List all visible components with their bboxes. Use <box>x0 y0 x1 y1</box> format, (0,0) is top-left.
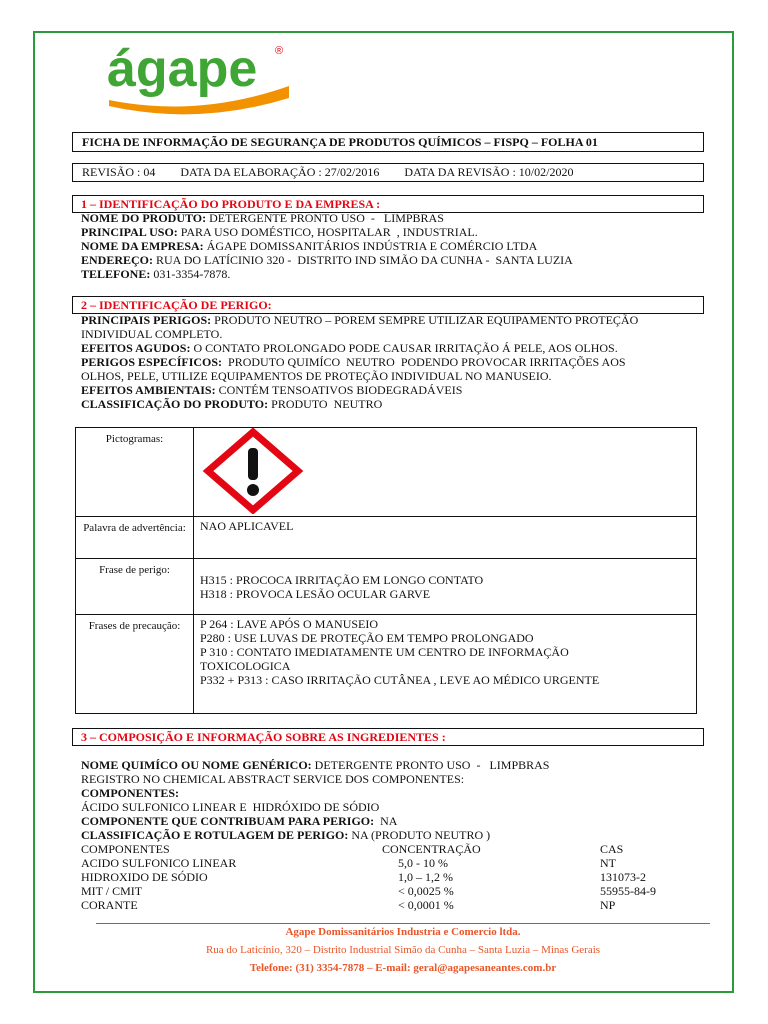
frases-perigo-cell <box>194 559 697 615</box>
nome-quimico-line: NOME QUIMÍCO OU NOME GENÉRICO: DETERGENTE PRONTO USO - LIMPBRAS <box>81 758 550 772</box>
revision-number: REVISÃO : 04 <box>82 165 156 179</box>
field-line: EFEITOS AMBIENTAIS: CONTÉM TENSOATIVOS BIODEGRADÁVEIS <box>81 383 463 397</box>
section-2-title: 2 – IDENTIFICAÇÃO DE PERIGO: <box>72 296 704 314</box>
footer-address: Rua do Laticínio, 320 – Distrito Industrial Simão da Cunha – Santa Luzia – Minas Gerais <box>205 944 601 956</box>
field-line: INDIVIDUAL COMPLETO. <box>81 327 223 341</box>
registro-line: REGISTRO NO CHEMICAL ABSTRACT SERVICE DOS COMPONENTES: <box>81 772 465 786</box>
footer-contact: Telefone: (31) 3354-7878 – E-mail: geral@agapesaneantes.com.br <box>249 962 557 974</box>
section-3-title: 3 – COMPOSIÇÃO E INFORMAÇÃO SOBRE AS INGREDIENTES : <box>72 728 704 746</box>
field-line: NOME DA EMPRESA: ÁGAPE DOMISSANITÁRIOS INDÚSTRIA E COMÉRCIO LTDA <box>81 239 538 253</box>
componentes-value: ÁCIDO SULFONICO LINEAR E HIDRÓXIDO DE SÓDIO <box>81 800 380 814</box>
table-header-cell: CONCENTRAÇÃO <box>382 842 481 856</box>
componentes-label: COMPONENTES: <box>81 786 180 800</box>
frase-perigo-line: H318 : PROVOCA LESÃO OCULAR GARVE <box>200 587 431 601</box>
field-line: NOME DO PRODUTO: DETERGENTE PRONTO USO - LIMPBRAS <box>81 211 444 225</box>
ghs-table <box>75 427 697 714</box>
table-cell: 5,0 - 10 % <box>398 856 448 870</box>
field-line: CLASSIFICAÇÃO DO PRODUTO: PRODUTO NEUTRO <box>81 397 383 411</box>
table-cell: CORANTE <box>81 898 138 912</box>
document-title: FICHA DE INFORMAÇÃO DE SEGURANÇA DE PRODUTOS QUÍMICOS – FISPQ – FOLHA 01 <box>72 132 704 152</box>
classificacao-line: CLASSIFICAÇÃO E ROTULAGEM DE PERIGO: NA (PRODUTO NEUTRO ) <box>81 828 491 842</box>
footer-company: Agape Domissanitários Industria e Comercio ltda. <box>285 926 521 938</box>
palavra-label: Palavra de advertência: <box>76 517 194 559</box>
frases-precaucao-cell <box>194 615 697 714</box>
table-cell: 55955-84-9 <box>600 884 656 898</box>
field-line: PRINCIPAIS PERIGOS: PRODUTO NEUTRO – POREM SEMPRE UTILIZAR EQUIPAMENTO PROTEÇÃO <box>81 313 639 327</box>
frase-precaucao-line: P280 : USE LUVAS DE PROTEÇÃO EM TEMPO PROLONGADO <box>200 631 534 645</box>
table-header-cell: COMPONENTES <box>81 842 170 856</box>
table-cell: < 0,0001 % <box>398 898 454 912</box>
field-line: PERIGOS ESPECÍFICOS: PRODUTO QUIMÍCO NEUTRO PODENDO PROVOCAR IRRITAÇÕES AOS <box>81 355 626 369</box>
section-1-title: 1 – IDENTIFICAÇÃO DO PRODUTO E DA EMPRESA : <box>72 195 704 213</box>
pictogramas-label: Pictogramas: <box>76 428 194 517</box>
table-header-cell: CAS <box>600 842 624 856</box>
frase-perigo-line: H315 : PROCOCA IRRITAÇÃO EM LONGO CONTATO <box>200 573 484 587</box>
table-cell: < 0,0025 % <box>398 884 454 898</box>
revision-date: DATA DA REVISÃO : 10/02/2020 <box>404 165 574 179</box>
field-line: OLHOS, PELE, UTILIZE EQUIPAMENTOS DE PROTEÇÃO INDIVIDUAL NO MANUSEIO. <box>81 369 552 383</box>
frase-precaucao-line: P332 + P313 : CASO IRRITAÇÃO CUTÂNEA , LEVE AO MÉDICO URGENTE <box>200 673 600 687</box>
table-cell: MIT / CMIT <box>81 884 143 898</box>
table-cell: HIDROXIDO DE SÓDIO <box>81 870 208 884</box>
exclamation-mark-pictogram-icon <box>198 428 308 514</box>
field-line: PRINCIPAL USO: PARA USO DOMÉSTICO, HOSPITALAR , INDUSTRIAL. <box>81 225 478 239</box>
table-cell: NP <box>600 898 616 912</box>
revision-bar <box>72 163 704 182</box>
table-cell: NT <box>600 856 616 870</box>
frase-precaucao-line: TOXICOLOGICA <box>200 659 291 673</box>
footer-divider <box>96 923 710 924</box>
pictogram-cell <box>194 428 697 517</box>
brand-wordmark: ágape <box>107 40 258 98</box>
field-line: TELEFONE: 031-3354-7878. <box>81 267 231 281</box>
table-cell: 131073-2 <box>600 870 646 884</box>
frase-precaucao-line: P 264 : LAVE APÓS O MANUSEIO <box>200 617 379 631</box>
palavra-value: NAO APLICAVEL <box>194 517 697 559</box>
table-cell: 1,0 – 1,2 % <box>398 870 453 884</box>
table-cell: ACIDO SULFONICO LINEAR <box>81 856 237 870</box>
contribuam-line: COMPONENTE QUE CONTRIBUAM PARA PERIGO: NA <box>81 814 398 828</box>
elaboration-date: DATA DA ELABORAÇÃO : 27/02/2016 <box>180 165 380 179</box>
frase-perigo-label: Frase de perigo: <box>76 559 194 615</box>
frase-precaucao-line: P 310 : CONTATO IMEDIATAMENTE UM CENTRO DE INFORMAÇÃO <box>200 645 569 659</box>
field-line: ENDEREÇO: RUA DO LATÍCINIO 320 - DISTRITO IND SIMÃO DA CUNHA - SANTA LUZIA <box>81 253 573 267</box>
registered-mark: ® <box>275 45 284 57</box>
field-line: EFEITOS AGUDOS: O CONTATO PROLONGADO PODE CAUSAR IRRITAÇÃO Á PELE, AOS OLHOS. <box>81 341 618 355</box>
frases-precaucao-label: Frases de precaução: <box>76 615 194 714</box>
agape-logo <box>103 40 293 115</box>
